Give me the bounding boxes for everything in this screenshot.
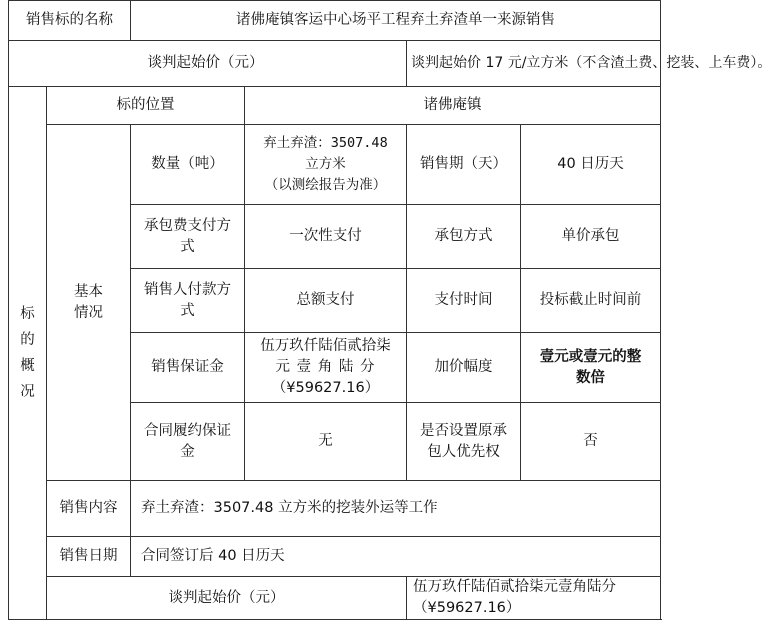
location-value: 诸佛庵镇 <box>245 87 661 125</box>
sale-period-label: 销售期（天） <box>407 125 521 205</box>
deposit-line: （¥59627.16） <box>271 380 380 396</box>
contract-mode-label: 承包方式 <box>407 205 521 269</box>
sale-content-label: 销售内容 <box>47 481 131 537</box>
priority-right-line: 是否设置原承 <box>420 422 507 439</box>
payment-method-line: 式 <box>180 302 195 319</box>
contract-fee-line: 承包费支付方 <box>144 217 231 234</box>
contract-fee-line: 式 <box>180 238 195 255</box>
start-price-bottom-value: 伍万玖仟陆佰贰拾柒元壹角陆分（¥59627.16） <box>407 577 661 620</box>
table-row <box>9 1 661 41</box>
performance-bond-label <box>131 403 245 481</box>
location-label: 标的位置 <box>47 87 245 125</box>
increment-value <box>521 333 661 403</box>
basic-info-line: 基本 <box>74 283 103 300</box>
payment-time-label: 支付时间 <box>407 269 521 333</box>
sale-date-label: 销售日期 <box>47 537 131 577</box>
increment-line: 壹元或壹元的整 <box>539 348 642 365</box>
table-row <box>9 537 661 577</box>
payment-time-value: 投标截止时间前 <box>521 269 661 333</box>
quantity-line: 立方米 <box>305 156 346 172</box>
performance-bond-line: 金 <box>180 443 195 460</box>
sale-name-value: 诸佛庵镇客运中心场平工程弃土弃渣单一来源销售 <box>131 1 661 41</box>
table-row <box>9 481 661 537</box>
increment-line: 数倍 <box>576 369 605 386</box>
basic-info-label <box>47 125 131 481</box>
contract-fee-label <box>131 205 245 269</box>
sale-period-value: 40 日历天 <box>521 125 661 205</box>
deposit-line: 元 壹 角 陆 分 <box>275 359 376 375</box>
basic-info-line: 情况 <box>74 304 103 321</box>
deposit-line: 伍万玖仟陆佰贰拾柒 <box>260 338 391 354</box>
payment-method-label <box>131 269 245 333</box>
contract-mode-value: 单价承包 <box>521 205 661 269</box>
deposit-label: 销售保证金 <box>131 333 245 403</box>
deposit-value <box>245 333 407 403</box>
overview-label <box>9 87 47 620</box>
priority-right-line: 包人优先权 <box>427 443 500 460</box>
quantity-line: 弃土弃渣：3507.48 <box>263 135 388 151</box>
payment-method-line: 销售人付款方 <box>144 281 231 298</box>
overview-char: 标 <box>20 306 35 322</box>
sale-name-label: 销售标的名称 <box>9 1 131 41</box>
quantity-label: 数量（吨） <box>131 125 245 205</box>
contract-fee-value: 一次性支付 <box>245 205 407 269</box>
payment-method-value: 总额支付 <box>245 269 407 333</box>
priority-right-label <box>407 403 521 481</box>
overview-char: 的 <box>20 332 35 348</box>
performance-bond-line: 合同履约保证 <box>144 422 231 439</box>
sale-info-table <box>8 0 771 620</box>
table-row <box>9 87 661 125</box>
table-row <box>9 41 661 87</box>
table-row <box>9 125 661 205</box>
start-price-value: 谈判起始价 17 元/立方米（不含渣土费、挖装、上车费）。 <box>407 41 661 87</box>
priority-right-value: 否 <box>521 403 661 481</box>
increment-label: 加价幅度 <box>407 333 521 403</box>
start-price-bottom-label: 谈判起始价（元） <box>47 577 407 620</box>
table-row <box>9 577 661 620</box>
start-price-label: 谈判起始价（元） <box>9 41 407 87</box>
performance-bond-value: 无 <box>245 403 407 481</box>
sale-content-value: 弃土弃渣：3507.48 立方米的挖装外运等工作 <box>131 481 661 537</box>
overview-char: 况 <box>20 384 35 400</box>
overview-char: 概 <box>20 358 35 374</box>
quantity-value <box>245 125 407 205</box>
quantity-line: （以测绘报告为准） <box>264 177 387 193</box>
sale-date-value: 合同签订后 40 日历天 <box>131 537 661 577</box>
